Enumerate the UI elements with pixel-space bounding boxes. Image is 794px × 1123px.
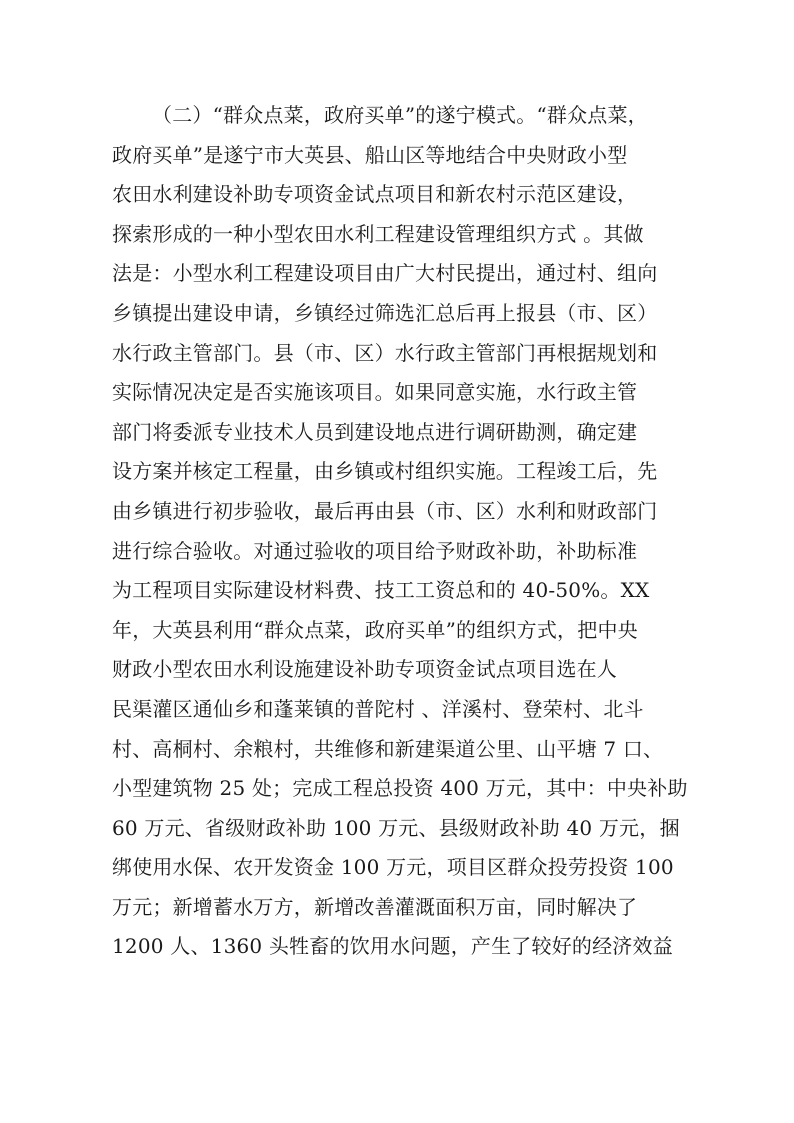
paragraph-line: 绑使用水保、农开发资金 100 万元，项目区群众投劳投资 100	[112, 855, 674, 880]
paragraph-line: 实际情况决定是否实施该项目。如果同意实施，水行政主管	[112, 380, 638, 405]
paragraph-line: 水行政主管部门。县（市、区）水行政主管部门再根据规划和	[112, 340, 658, 365]
paragraph-line: 万元；新增蓄水万方，新增改善灌溉面积万亩，同时解决了	[112, 894, 638, 919]
paragraph-line: 设方案并核定工程量，由乡镇或村组织实施。工程竣工后，先	[112, 459, 658, 484]
paragraph-line: 探索形成的一种小型农田水利工程建设管理组织方式 。其做	[112, 221, 644, 246]
body-paragraph	[112, 96, 688, 967]
paragraph-line: 年，大英县利用“群众点菜，政府买单”的组织方式，把中央	[112, 617, 638, 642]
paragraph-line: 小型建筑物 25 处；完成工程总投资 400 万元，其中：中央补助	[112, 776, 688, 801]
paragraph-line: 法是：小型水利工程建设项目由广大村民提出，通过村、组向	[112, 261, 658, 286]
paragraph-line: 60 万元、省级财政补助 100 万元、县级财政补助 40 万元，捆	[112, 815, 680, 840]
paragraph-line: 民渠灌区通仙乡和蓬莱镇的普陀村 、洋溪村、登荣村、北斗	[112, 696, 644, 721]
paragraph-line: 村、高桐村、余粮村，共维修和新建渠道公里、山平塘 7 口、	[112, 736, 664, 761]
paragraph-line: 乡镇提出建设申请，乡镇经过筛选汇总后再上报县（市、区）	[112, 300, 658, 325]
paragraph-line: 进行综合验收。对通过验收的项目给予财政补助，补助标准	[112, 538, 638, 563]
paragraph-line: 财政小型农田水利设施建设补助专项资金试点项目选在人	[112, 657, 617, 682]
paragraph-line: 为工程项目实际建设材料费、技工工资总和的 40-50%。XX	[112, 578, 650, 603]
paragraph-line: （二）“群众点菜，政府买单”的遂宁模式。“群众点菜，	[152, 103, 648, 127]
paragraph-line: 1200 人、1360 头牲畜的饮用水问题，产生了较好的经济效益	[112, 934, 673, 959]
paragraph-line: 农田水利建设补助专项资金试点项目和新农村示范区建设，	[112, 182, 638, 207]
paragraph-line: 政府买单”是遂宁市大英县、船山区等地结合中央财政小型	[112, 142, 628, 167]
paragraph-line: 部门将委派专业技术人员到建设地点进行调研勘测，确定建	[112, 419, 638, 444]
paragraph-line: 由乡镇进行初步验收，最后再由县（市、区）水利和财政部门	[112, 498, 658, 523]
